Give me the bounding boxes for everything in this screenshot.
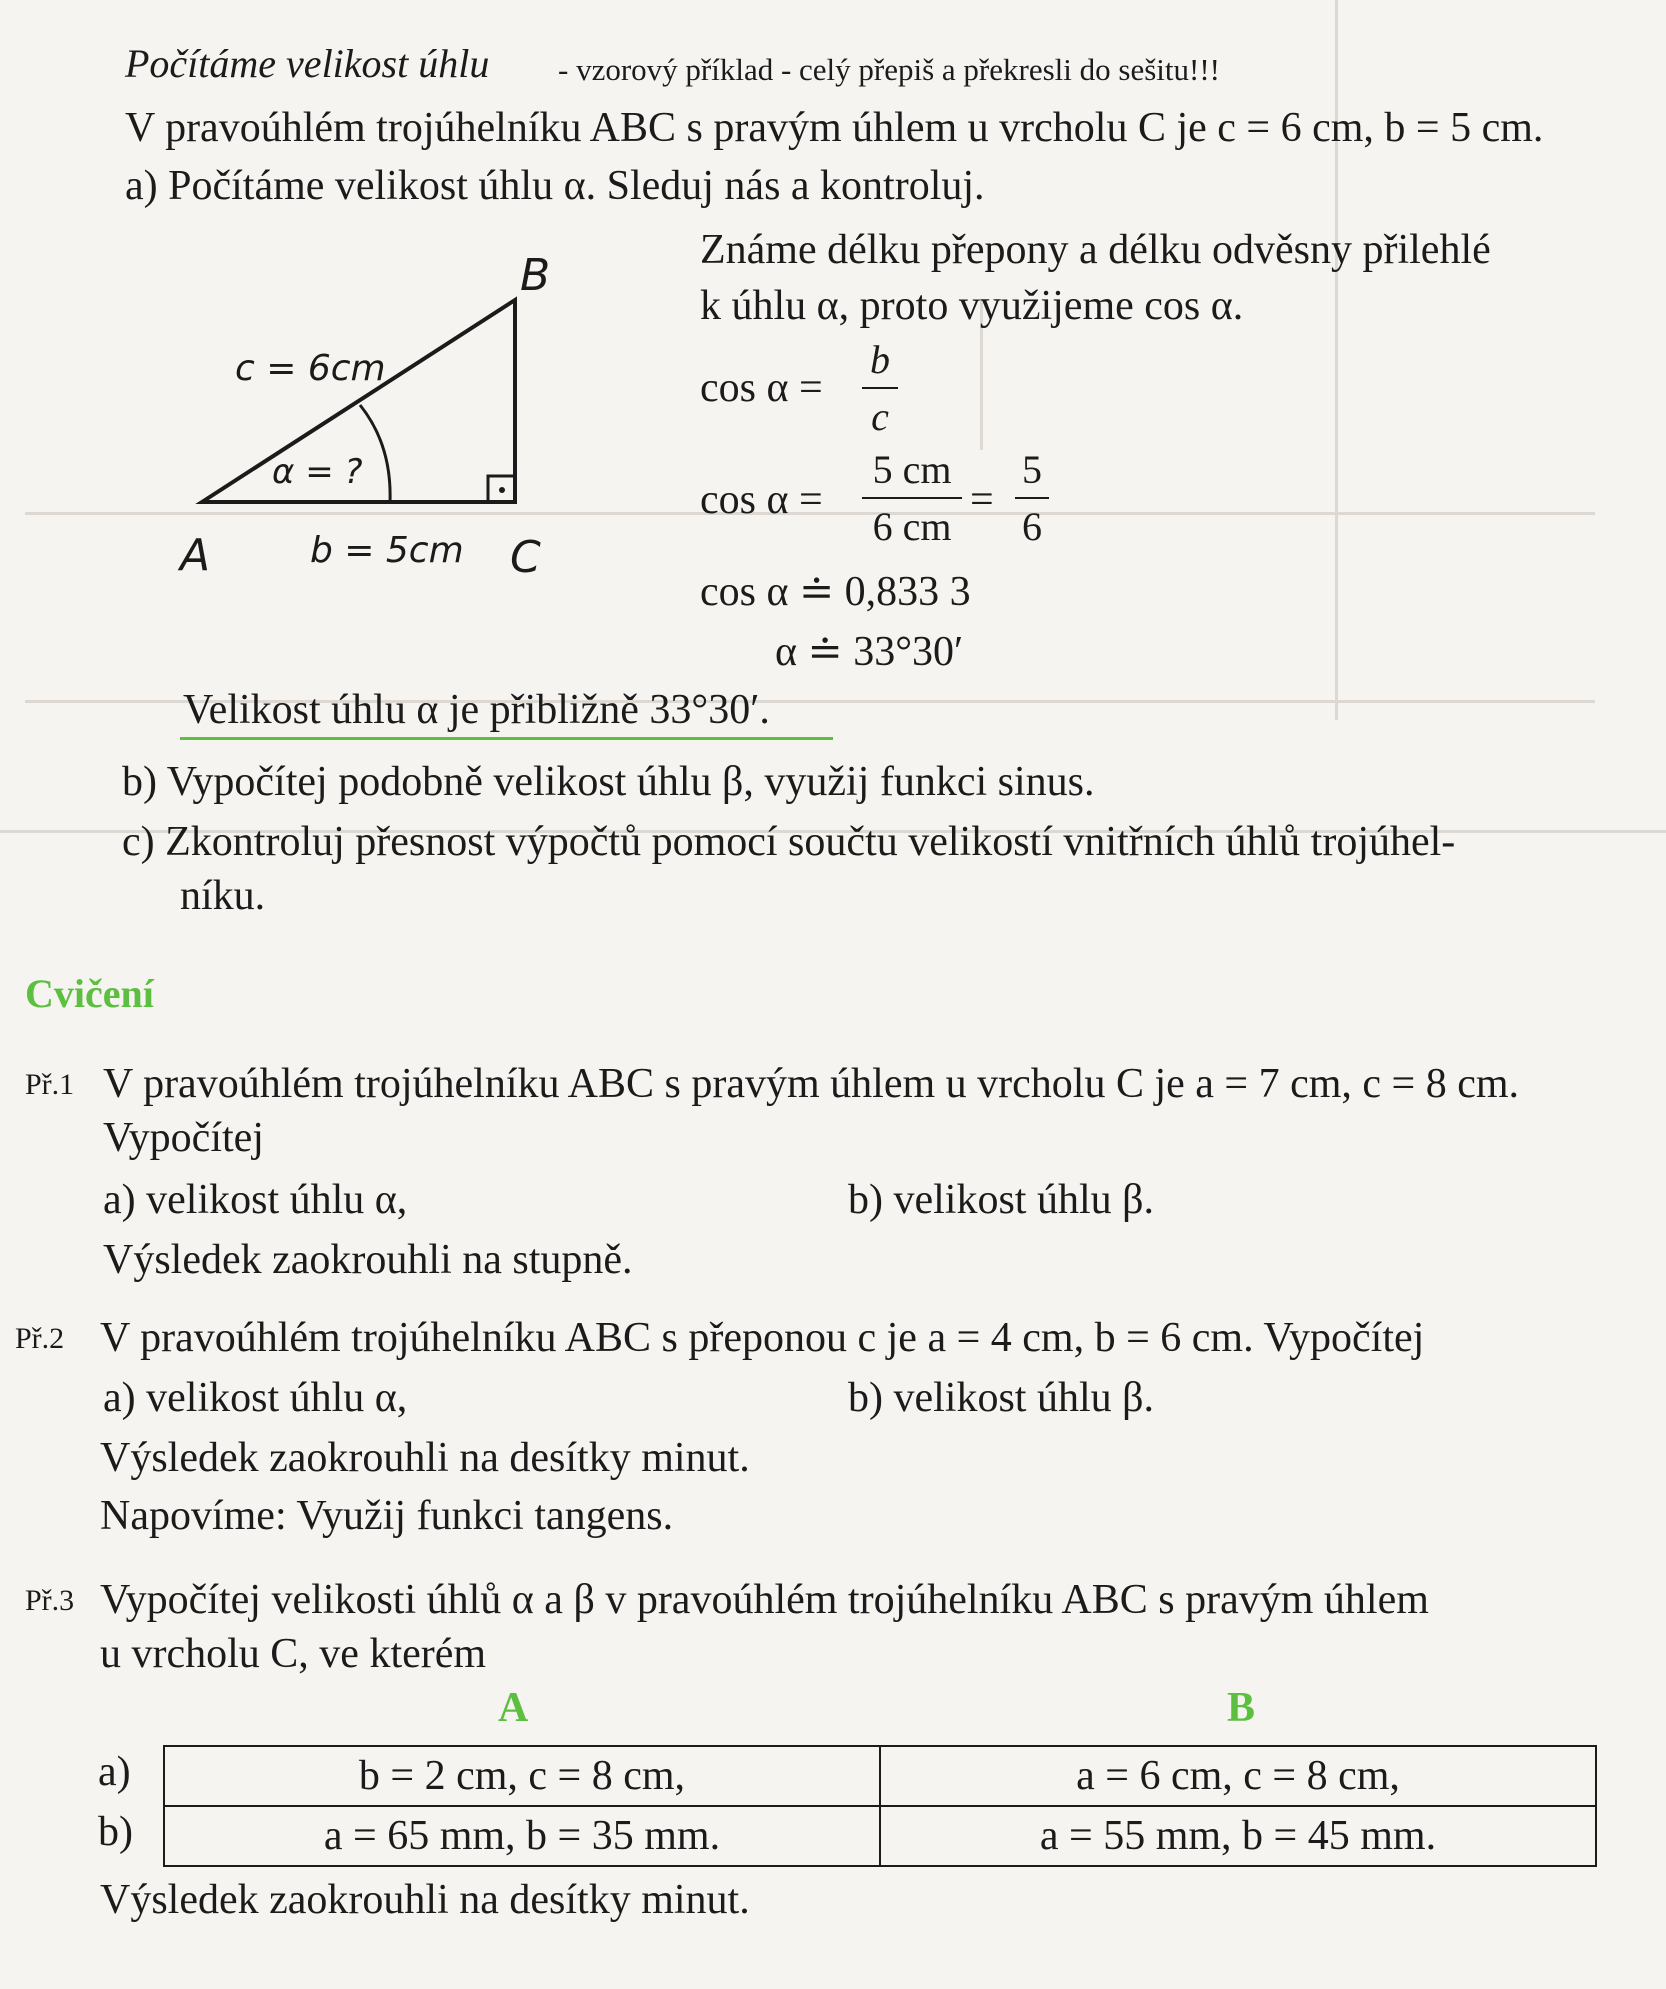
eq2-fraction-simplified bbox=[1015, 446, 1049, 550]
intro-problem: V pravoúhlém trojúhelníku ABC s pravým úhlem u vrcholu C je c = 6 cm, b = 5 cm. bbox=[125, 105, 1544, 151]
eq2-denominator: 6 cm bbox=[872, 504, 952, 549]
explanation-line1: Známe délku přepony a délku odvěsny přilehlé bbox=[700, 227, 1491, 273]
eq2-fraction bbox=[862, 446, 962, 550]
ex3-table bbox=[163, 1745, 1597, 1867]
table-row bbox=[164, 1806, 1596, 1866]
eq2-numerator: 5 cm bbox=[872, 447, 952, 492]
part-c-line1: c) Zkontroluj přesnost výpočtů pomocí součtu velikostí vnitřních úhlů trojúhel- bbox=[122, 819, 1456, 865]
ex3-label: Př.3 bbox=[25, 1584, 75, 1617]
ex1-item-a: a) velikost úhlu α, bbox=[103, 1177, 408, 1223]
ex2-result: Výsledek zaokrouhli na desítky minut. bbox=[100, 1435, 750, 1481]
ex3-line1: Vypočítej velikosti úhlů α a β v pravoúhlém trojúhelníku ABC s pravým úhlem bbox=[100, 1577, 1429, 1623]
conclusion-underline bbox=[180, 737, 833, 740]
fraction-bar bbox=[862, 387, 898, 389]
header-note: - vzorový příklad - celý přepiš a překresli do sešitu!!! bbox=[558, 52, 1220, 87]
eq3: cos α ≐ 0,833 3 bbox=[700, 569, 971, 615]
part-b: b) Vypočítej podobně velikost úhlu β, využij funkci sinus. bbox=[122, 759, 1095, 805]
eq2-numerator-2: 5 bbox=[1022, 447, 1042, 492]
eq4: α ≐ 33°30′ bbox=[775, 629, 964, 675]
fraction-bar bbox=[862, 497, 962, 499]
ex2-label: Př.2 bbox=[15, 1322, 65, 1355]
eq2-equals: = bbox=[970, 477, 994, 523]
side-b-label: b = 5cm bbox=[310, 530, 464, 571]
ex3-column-a-header: A bbox=[498, 1685, 529, 1731]
fraction-bar bbox=[1015, 497, 1049, 499]
eq1-left: cos α = bbox=[700, 365, 823, 411]
vertex-a-label: A bbox=[180, 530, 211, 581]
section-title: Počítáme velikost úhlu bbox=[125, 41, 490, 86]
ex3-column-b-header: B bbox=[1227, 1685, 1256, 1731]
ex3-result: Výsledek zaokrouhli na desítky minut. bbox=[100, 1877, 750, 1923]
alpha-label: α = ? bbox=[272, 452, 363, 492]
table-cell: a = 6 cm, c = 8 cm, bbox=[880, 1746, 1596, 1806]
intro-part-a: a) Počítáme velikost úhlu α. Sleduj nás a kontroluj. bbox=[125, 163, 985, 209]
table-row bbox=[164, 1746, 1596, 1806]
ex2-hint: Napovíme: Využij funkci tangens. bbox=[100, 1493, 674, 1539]
ex2-item-a: a) velikost úhlu α, bbox=[103, 1375, 408, 1421]
table-cell: a = 55 mm, b = 45 mm. bbox=[880, 1806, 1596, 1866]
table-cell: a = 65 mm, b = 35 mm. bbox=[164, 1806, 880, 1866]
right-angle-dot bbox=[499, 487, 505, 493]
ex3-line2: u vrcholu C, ve kterém bbox=[100, 1631, 487, 1677]
eq1-fraction bbox=[862, 336, 898, 440]
part-c-line2: níku. bbox=[180, 873, 266, 919]
conclusion: Velikost úhlu α je přibližně 33°30′. bbox=[183, 687, 770, 733]
exercises-heading: Cvičení bbox=[25, 971, 154, 1016]
angle-arc bbox=[360, 405, 390, 502]
explanation-line2: k úhlu α, proto využijeme cos α. bbox=[700, 283, 1244, 329]
ex2-line1: V pravoúhlém trojúhelníku ABC s přeponou c je a = 4 cm, b = 6 cm. Vypočítej bbox=[100, 1315, 1425, 1361]
ex3-row-a-label: a) bbox=[98, 1749, 131, 1795]
eq1-numerator: b bbox=[870, 337, 890, 382]
side-c-label: c = 6cm bbox=[235, 348, 386, 389]
vertex-c-label: C bbox=[510, 532, 541, 583]
ex1-item-b: b) velikost úhlu β. bbox=[848, 1177, 1155, 1223]
ex1-line1: V pravoúhlém trojúhelníku ABC s pravým úhlem u vrcholu C je a = 7 cm, c = 8 cm. bbox=[103, 1061, 1520, 1107]
ex3-row-b-label: b) bbox=[98, 1809, 133, 1855]
eq2-left: cos α = bbox=[700, 477, 823, 523]
eq1-denominator: c bbox=[871, 394, 889, 439]
ex2-item-b: b) velikost úhlu β. bbox=[848, 1375, 1155, 1421]
table-cell: b = 2 cm, c = 8 cm, bbox=[164, 1746, 880, 1806]
ex1-result: Výsledek zaokrouhli na stupně. bbox=[103, 1237, 633, 1283]
vertex-b-label: B bbox=[520, 250, 551, 301]
ex1-label: Př.1 bbox=[25, 1068, 75, 1101]
ex1-line2: Vypočítej bbox=[103, 1115, 264, 1161]
eq2-denominator-2: 6 bbox=[1022, 504, 1042, 549]
